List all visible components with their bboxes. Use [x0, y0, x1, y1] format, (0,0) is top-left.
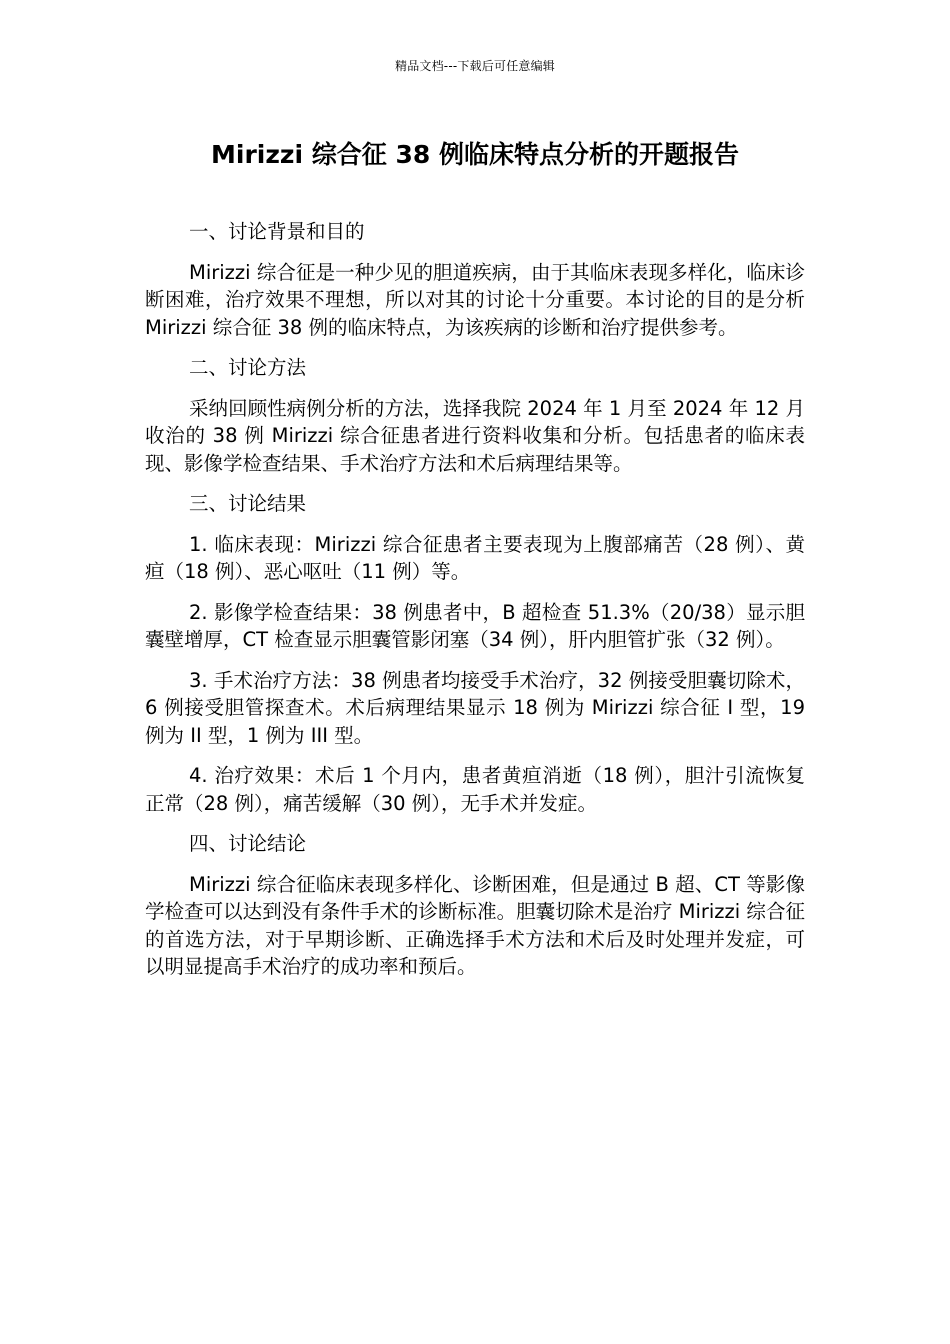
paragraph-result-clinical: 1. 临床表现：Mirizzi 综合征患者主要表现为上腹部痛苦（28 例）、黄疸（18 例）、恶心呕吐（11 例）等。 [145, 532, 805, 583]
page-header: 精品文档---下载后可任意编辑 [395, 59, 555, 73]
document-body [145, 218, 805, 994]
document-title: Mirizzi 综合征 38 例临床特点分析的开题报告 [211, 140, 739, 169]
section-heading-methods: 二、讨论方法 [189, 356, 307, 379]
paragraph-methods: 采纳回顾性病例分析的方法，选择我院 2024 年 1 月至 2024 年 12 月收治的 38 例 Mirizzi 综合征患者进行资料收集和分析。包括患者的临床表现、影像学检查结果、手术治疗方法和术后病理结果等。 [145, 396, 805, 475]
section-heading-results: 三、讨论结果 [189, 492, 307, 515]
section-heading-conclusion: 四、讨论结论 [189, 832, 307, 855]
paragraph-result-surgery: 3. 手术治疗方法：38 例患者均接受手术治疗，32 例接受胆囊切除术，6 例接受胆管探查术。术后病理结果显示 18 例为 Mirizzi 综合征 I 型，19 例为 II 型，1 例为 III 型。 [145, 668, 805, 747]
paragraph-background: Mirizzi 综合征是一种少见的胆道疾病，由于其临床表现多样化，临床诊断困难，治疗效果不理想，所以对其的讨论十分重要。本讨论的目的是分析 Mirizzi 综合征 38 例的临床特点，为该疾病的诊断和治疗提供参考。 [145, 260, 805, 339]
section-heading-background: 一、讨论背景和目的 [189, 220, 365, 243]
paragraph-result-imaging: 2. 影像学检查结果：38 例患者中，B 超检查 51.3%（20/38）显示胆囊壁增厚，CT 检查显示胆囊管影闭塞（34 例），肝内胆管扩张（32 例）。 [145, 600, 805, 651]
paragraph-conclusion: Mirizzi 综合征临床表现多样化、诊断困难，但是通过 B 超、CT 等影像学检查可以达到没有条件手术的诊断标准。胆囊切除术是治疗 Mirizzi 综合征的首选方法，对于早期诊断、正确选择手术方法和术后及时处理并发症，可以明显提高手术治疗的成功率和预后。 [145, 872, 805, 978]
paragraph-result-outcome: 4. 治疗效果：术后 1 个月内，患者黄疸消逝（18 例），胆汁引流恢复正常（28 例），痛苦缓解（30 例），无手术并发症。 [145, 764, 805, 815]
